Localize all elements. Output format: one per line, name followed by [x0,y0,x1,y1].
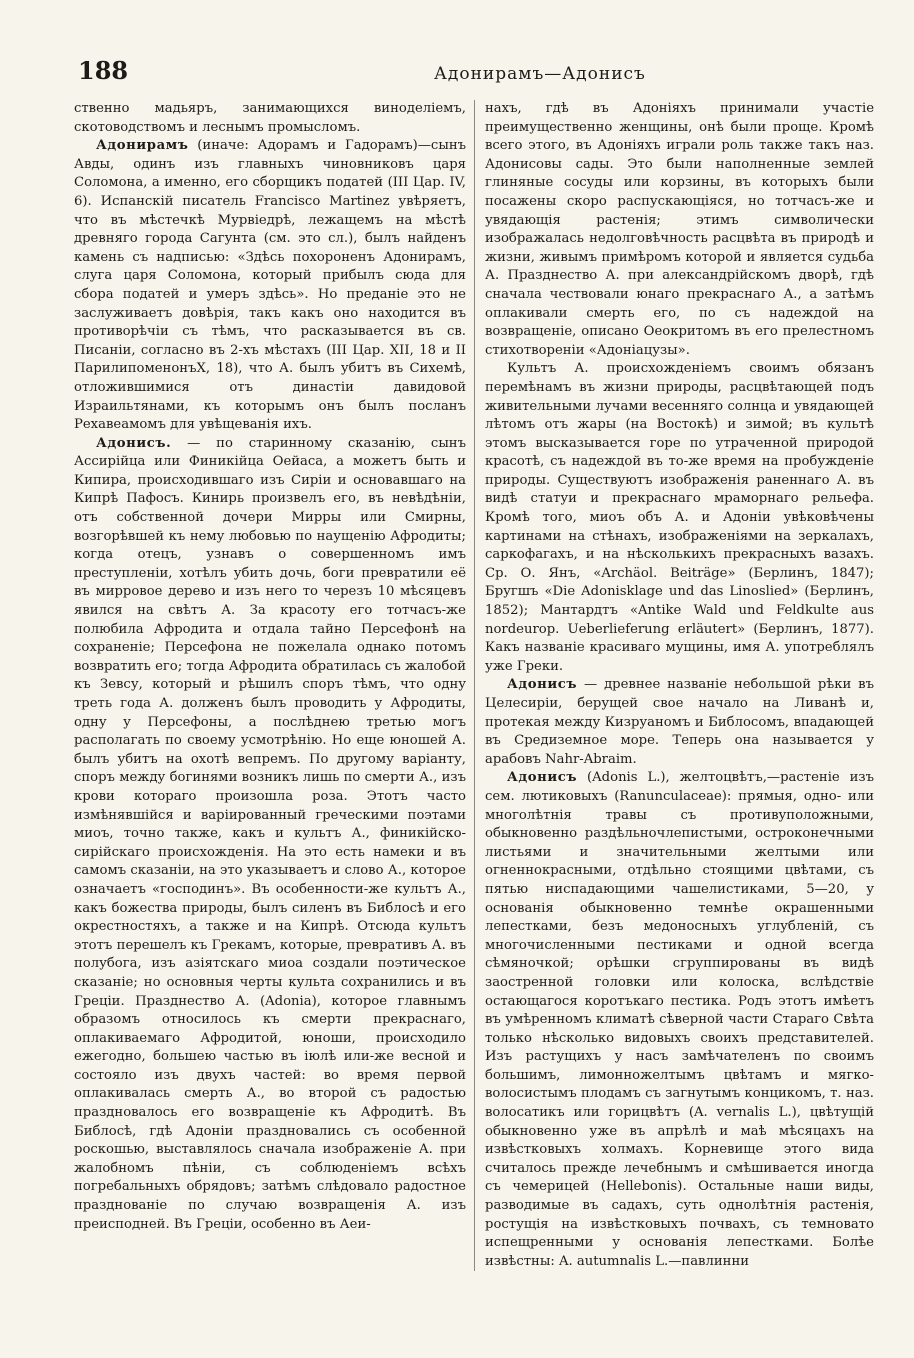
paragraph-text: Культъ А. происхожденiемъ своимъ обязанъ перемѣнамъ въ жизни природы, расцвѣтающей подъ живительными лучами весенняго солнца и увядающей лѣтомъ отъ жары (на Востокѣ) и зимой; въ культѣ этомъ высказывается горе по утраченной природой красотѣ, съ надеждой въ то-же время на пробужденiе природы. Существуютъ изображенiя раненнаго А. въ видѣ статуи и прекраснаго мраморнаго рельефа. Кромѣ того, миоъ объ А. и Адонiи увѣковѣчены картинами на стѣнахъ, изображенiями на зеркалахъ, саркофагахъ, и на нѣсколькихъ прекрасныхъ вазахъ. Ср. О. Янъ, «Archäol. Beiträge» (Берлинъ, 1847); Бругшъ «Die Adonisklage und das Linoslied» (Берлинъ, 1852); Мантардтъ «Antike Wald und Feldkulte aus nordeurop. Ueberlieferung erläutert» (Берлинъ, 1877). Какъ названiе красиваго мущины, имя А. употреблялъ уже Греки. [485,361,874,674]
page-header [74,52,888,88]
left-column [74,100,474,1271]
text-columns [74,100,888,1271]
entry-paragraph [74,435,466,1235]
entry-paragraph [485,676,874,769]
paragraph-text: (иначе: Адорамъ и Гадорамъ)—сынъ Авды, одинъ изъ главныхъ чиновниковъ царя Соломона, а именно, его сборщикъ податей (III Цар. IV, 6). Испанскiй писатель Francisco Martinez увѣряетъ, что въ мѣстечкѣ Мурвiедрѣ, лежащемъ на мѣстѣ древняго города Сагунта (см. это сл.), былъ найденъ камень съ надписью: «Здѣсь похороненъ Адонирамъ, слуга царя Соломона, который прибылъ сюда для сбора податей и умеръ здѣсь». Но преданiе это не заслуживаетъ довѣрiя, такъ какъ оно находится въ противорѣчiи съ тѣмъ, что расказывается въ св. Писанiи, согласно въ 2-хъ мѣстахъ (III Цар. XII, 18 и II ПарилипоменонъX, 18), что А. былъ убитъ въ Сихемѣ, отложившимися отъ династiи давидовой Израильтянами, къ которымъ онъ былъ посланъ Рехавеамомъ для увѣщеванiя ихъ. [74,138,466,433]
paragraph-text: ственно мадьяръ, занимающихся виноделiемъ, скотоводствомъ и леснымъ промысломъ. [74,101,466,135]
paragraph-text: нахъ, гдѣ въ Адонiяхъ принимали участiе преимущественно женщины, онѣ были проще. Кромѣ всего этого, въ Адонiяхъ играли роль также такъ наз. Адонисовы сады. Это были наполненные землей глиняные сосуды или корзины, въ которыхъ были посажены скоро распускающiяся, но тотчасъ-же и увядающiя растенiя; этимъ символически изображалась недолговѣчность расцвѣта въ природѣ и жизни, живымъ примѣромъ которой и является судьба А. Празднество А. при александрiйскомъ дворѣ, гдѣ сначала чествовали юнаго прекраснаго А., а затѣмъ оплакивали смерть его, по съ надеждой на возвращенiе, описано Оеокритомъ въ его прелестномъ стихотворенiи «Адонiацузы». [485,101,874,358]
text-paragraph [485,360,874,676]
entry-headword: Адонирамъ [96,138,189,154]
text-paragraph [485,100,874,360]
entry-headword: Адонисъ [507,677,578,693]
right-column [474,100,874,1271]
paragraph-text: — древнее названiе небольшой рѣки въ Целесирiи, берущей свое начало на Ливанѣ и, протекая между Кизруаномъ и Библосомъ, впадающей въ Средиземное море. Теперь она называется у арабовъ Nahr-Abraim. [485,677,874,767]
page-number: 188 [78,56,129,85]
entry-headword: Адонисъ. [96,435,172,451]
paragraph-text: — по старинному сказанiю, сынъ Ассирiйца или Финикiйца Оейаса, а можетъ быть и Кипира, происходившаго изъ Сирiи и основавшаго на Кипрѣ Пафосъ. Кинирь произвелъ его, въ невѣдѣнiи, отъ собственной дочери Мирры или Смирны, возгорѣвшей къ нему любовью по наущенiю Афродиты; когда отецъ, узнавъ о совершенномъ имъ преступленiи, хотѣлъ убить дочь, боги превратили её въ мирровое дерево и изъ него то черезъ 10 мѣсяцевъ явился на свѣтъ А. За красоту его тотчасъ-же полюбила Афродита и отдала тайно Персефонѣ на сохраненiе; Персефона не пожелала однако потомъ возвратить его; тогда Афродита обратилась съ жалобой къ Зевсу, который и рѣшилъ споръ тѣмъ, что одну треть года А. долженъ былъ проводить у Афродиты, одну у Персефоны, а послѣднею третью могъ располагать по своему усмотрѣнiю. Но еще юношей А. былъ убитъ на охотѣ вепремъ. По другому варiанту, споръ между богинями возникъ лишь по смерти А., изъ крови котораго произошла роза. Этотъ часто измѣнявшiйся и варiированный греческими поэтами миоъ, точно также, какъ и культъ А., финикiйско-сирiйскаго происхожденiя. На это есть намеки и въ самомъ сказанiи, на это указываетъ и слово А., которое означаетъ «господинъ». Въ особенности-же культъ А., какъ божества природы, былъ силенъ въ Библосѣ и его окрестностяхъ, а также и на Кипрѣ. Отсюда культъ этотъ перешелъ къ Грекамъ, которые, превративъ А. въ полубога, изъ азiятскаго миоа создали поэтическое сказанiе; но основныя черты культа сохранились и въ Грецiи. Празднество А. (Adonia), которое главнымъ образомъ относилось къ смерти прекраснаго, оплакиваемаго Афродитой, юноши, происходило ежегодно, большею частью въ iюлѣ или-же весной и состояло изъ двухъ частей: во время первой оплакивалась смерть А., во второй съ радостью праздновалось его возвращенiе къ Афродитѣ. Въ Библосѣ, гдѣ Адонiи праздновались съ особенной роскошью, выставлялось сначала изображенiе А. при жалобномъ пѣнiи, съ соблюденiемъ всѣхъ погребальныхъ обрядовъ; затѣмъ слѣдовало радостное празднованiе по случаю возвращенiя А. изъ преисподней. Въ Грецiи, особенно въ Аеи- [74,435,466,1232]
entry-paragraph [74,137,466,435]
entry-headword: Адонисъ [507,770,578,786]
entry-paragraph [485,769,874,1271]
paragraph-text: (Adonis L.), желтоцвѣтъ,—растенiе изъ сем. лютиковыхъ (Ranunculaceae): прямыя, одно- или многолѣтнiя травы съ противуположными, обыкновенно раздѣльночлепистыми, остроконечными листьями и значительными желтыми или огненнокрасными, отдѣльно стоящими цвѣтами, съ пятью ниспадающими чашелистиками, 5—20, у основанiя обыкновенно темнѣе окрашенными лепестками, безъ медоносныхъ углубленiй, съ многочисленными пестиками и одной всегда сѣмяночкой; орѣшки сгруппированы въ видѣ заостренной головки или колоска, вслѣдствiе остающагося коротъкаго пестика. Родъ этотъ имѣетъ въ умѣренномъ климатѣ сѣверной части Стараго Свѣта только нѣсколько видовыхъ своихъ представителей. Изъ растущихъ у насъ замѣчателенъ по своимъ большимъ, лимонножелтымъ цвѣтамъ и мягко-волосистымъ плодамъ съ загнутымъ концикомъ, т. наз. волосатикъ или горицвѣтъ (A. vernalis L.), цвѣтущiй обыкновенно уже въ апрѣлѣ и маѣ мѣсяцахъ на извѣстковыхъ холмахъ. Корневище этого вида считалось прежде лечебнымъ и смѣшивается иногда съ чемерицей (Hellebonis). Остальные наши виды, разводимые въ садахъ, суть однолѣтнiя растенiя, ростущiя на извѣстковыхъ почвахъ, съ темновато испещренными у основанiя лепестками. Болѣе извѣстны: A. autumnalis L.—павлинни [485,770,874,1269]
running-head: Адонирамъ—Адонисъ [434,64,646,84]
text-paragraph [74,100,466,137]
